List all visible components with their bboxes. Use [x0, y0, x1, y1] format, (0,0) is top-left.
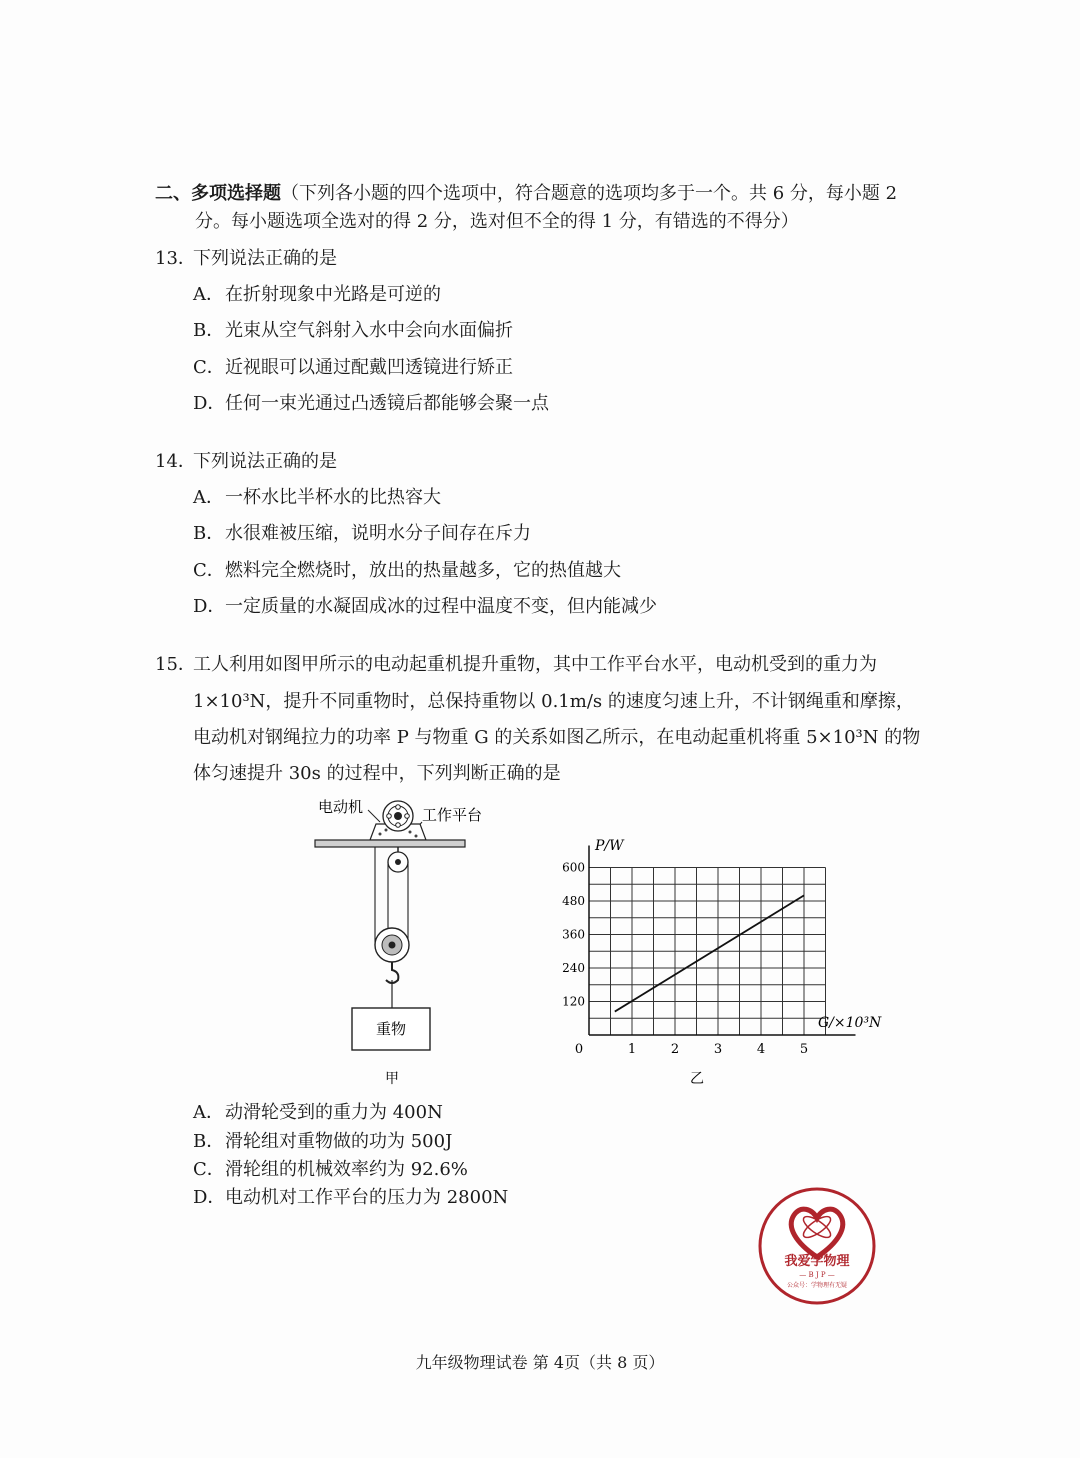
- question-14: [155, 450, 337, 474]
- question-number: 14．: [155, 451, 196, 472]
- question-15: [155, 653, 877, 677]
- question-stem: 下列说法正确的是: [193, 451, 337, 472]
- fixed-pulley-icon: [388, 847, 408, 872]
- y-tick-label: 480: [562, 894, 585, 908]
- figure-b-caption: 乙: [690, 1071, 704, 1087]
- option-14d: [193, 595, 657, 619]
- motor-label: 电动机: [318, 798, 364, 816]
- option-label: D．: [193, 596, 226, 617]
- motor-leader-line: [368, 810, 380, 822]
- option-13a: [193, 283, 441, 307]
- origin-label: 0: [574, 1042, 584, 1057]
- hook-icon: [386, 962, 398, 983]
- y-tick-label: 360: [562, 927, 585, 942]
- x-tick-label: 2: [670, 1042, 680, 1057]
- question-number: 15．: [155, 654, 196, 675]
- question-stem-line-2: 1×10³N，提升不同重物时，总保持重物以 0.1m/s 的速度匀速上升，不计钢绳重和摩擦，: [193, 691, 914, 712]
- question-stem-line-4: 体匀速提升 30s 的过程中，下列判断正确的是: [193, 763, 561, 784]
- section-heading: 二、多项选择题: [155, 183, 281, 204]
- option-text: 电动机对工作平台的压力为 2800N: [225, 1187, 509, 1208]
- x-tick-label: 5: [799, 1042, 809, 1057]
- question-stem: 下列说法正确的是: [193, 248, 337, 269]
- x-tick-label: 4: [756, 1042, 766, 1057]
- option-text: 任何一束光通过凸透镜后都能够会聚一点: [225, 393, 549, 414]
- platform-label: 工作平台: [422, 806, 483, 824]
- option-text: 滑轮组对重物做的功为 500J: [225, 1131, 453, 1152]
- x-tick-label: 3: [713, 1042, 723, 1057]
- option-text: 近视眼可以通过配戴凹透镜进行矫正: [225, 357, 513, 378]
- option-label: C．: [193, 1159, 225, 1180]
- option-13d: [193, 392, 549, 416]
- movable-pulley-icon: [375, 928, 409, 962]
- option-15a: [193, 1101, 443, 1125]
- option-label: A．: [193, 284, 224, 305]
- stamp-title: 我爱学物理: [784, 1254, 850, 1269]
- question-number: 13．: [155, 248, 196, 269]
- option-label: D．: [193, 393, 226, 414]
- option-text: 一定质量的水凝固成冰的过程中温度不变，但内能减少: [225, 596, 657, 617]
- option-label: C．: [193, 560, 225, 581]
- option-15d: [193, 1186, 508, 1210]
- y-tick-label: 120: [562, 994, 585, 1009]
- series-line: [615, 895, 804, 1011]
- option-13c: [193, 356, 513, 380]
- chart-axes: [589, 846, 856, 1036]
- option-label: A．: [193, 1102, 224, 1123]
- option-label: B．: [193, 320, 225, 341]
- option-text: 燃料完全燃烧时，放出的热量越多，它的热值越大: [225, 560, 621, 581]
- stamp-logo: [756, 1185, 878, 1307]
- x-tick-label: 1: [627, 1042, 637, 1057]
- option-15c: [193, 1158, 468, 1182]
- question-stem-line-1: 工人利用如图甲所示的电动起重机提升重物，其中工作平台水平，电动机受到的重力为: [193, 654, 877, 675]
- y-tick-label: 240: [562, 961, 585, 975]
- option-text: 在折射现象中光路是可逆的: [225, 284, 441, 305]
- option-14c: [193, 559, 621, 583]
- y-tick-label: 600: [562, 860, 585, 875]
- option-label: B．: [193, 1131, 225, 1152]
- option-label: C．: [193, 357, 225, 378]
- option-14b: [193, 522, 531, 546]
- weight-label: 重物: [375, 1020, 407, 1038]
- section-instructions-1: （下列各小题的四个选项中，符合题意的选项均多于一个。共 6 分，每小题 2: [281, 183, 898, 204]
- option-text: 光束从空气斜射入水中会向水面偏折: [225, 320, 513, 341]
- option-13b: [193, 319, 513, 343]
- option-text: 一杯水比半杯水的比热容大: [225, 487, 441, 508]
- option-label: B．: [193, 523, 225, 544]
- option-text: 水很难被压缩，说明水分子间存在斥力: [225, 523, 531, 544]
- series-group: [615, 895, 804, 1011]
- option-15b: [193, 1130, 452, 1154]
- section-instructions-2: 分。每小题选项全选对的得 2 分，选对但不全的得 1 分，有错选的不得分）: [195, 211, 799, 232]
- option-14a: [193, 486, 441, 510]
- option-label: A．: [193, 487, 224, 508]
- stamp-tagline: 公众号：学物理有无疑: [786, 1282, 848, 1289]
- question-13: [155, 247, 337, 271]
- x-axis-label: G/×10³N: [818, 1015, 882, 1031]
- option-label: D．: [193, 1187, 226, 1208]
- chart-grid: [589, 868, 826, 1036]
- question-stem-line-3: 电动机对钢绳拉力的功率 P 与物重 G 的关系如图乙所示，在电动起重机将重 5×10³N 的物: [193, 727, 921, 748]
- power-weight-chart: [545, 830, 905, 1100]
- tick-labels: [562, 861, 808, 1058]
- option-text: 滑轮组的机械效率约为 92.6%: [225, 1159, 468, 1180]
- stamp-subtitle: — B J P —: [799, 1271, 835, 1279]
- crane-diagram: [300, 790, 500, 1090]
- section-header: [155, 182, 897, 206]
- work-platform: [315, 840, 465, 847]
- y-axis-label: P/W: [595, 838, 624, 854]
- figure-a-caption: 甲: [385, 1071, 399, 1087]
- option-text: 动滑轮受到的重力为 400N: [225, 1102, 443, 1123]
- page-footer: 九年级物理试卷 第 4页（共 8 页）: [415, 1353, 665, 1372]
